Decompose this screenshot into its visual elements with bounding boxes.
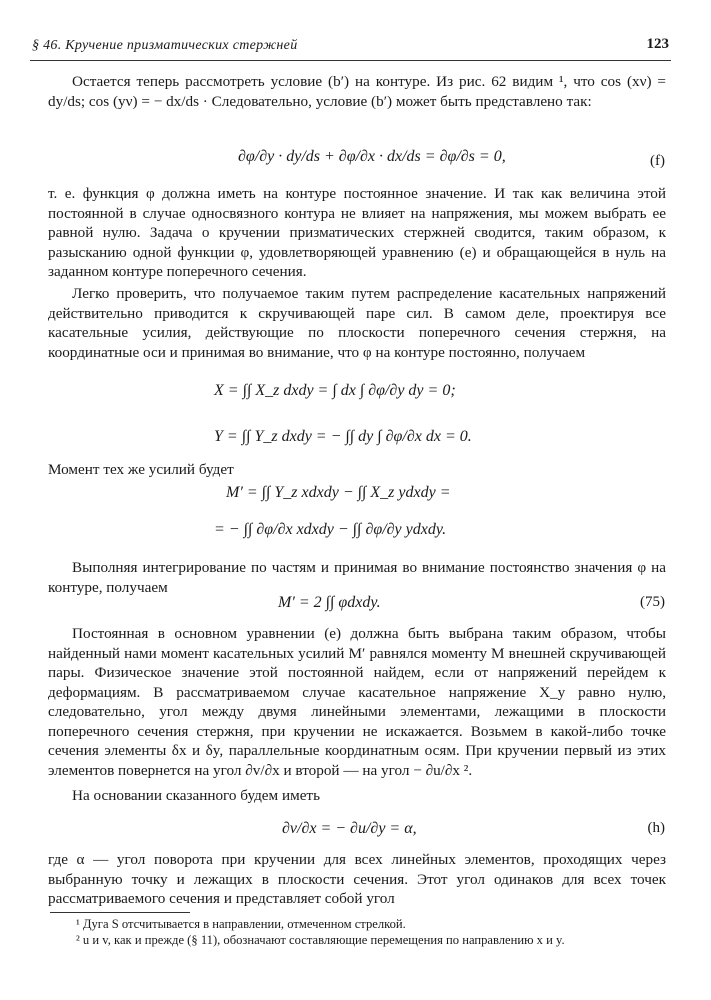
paragraph-5: Выполняя интегрирование по частям и принимая во внимание постоянство значения φ на контуре, получаем bbox=[48, 559, 666, 596]
equation-X: X = ∫∫ X_z dxdy = ∫ dx ∫ ∂φ/∂y dy = 0; bbox=[214, 382, 456, 399]
equation-75-label: (75) bbox=[640, 594, 665, 610]
footnote-rule bbox=[50, 912, 190, 913]
page-number: 123 bbox=[646, 36, 669, 52]
equation-M-line1: M′ = ∫∫ Y_z xdxdy − ∫∫ X_z ydxdy = bbox=[226, 484, 451, 501]
equation-h-label: (h) bbox=[647, 820, 665, 836]
equation-Y: Y = ∫∫ Y_z dxdy = − ∫∫ dy ∫ ∂φ/∂x dx = 0. bbox=[214, 428, 472, 445]
paragraph-7: На основании сказанного будем иметь bbox=[72, 787, 320, 804]
paragraph-6: Постоянная в основном уравнении (e) должна быть выбрана таким образом, чтобы найденный нами момент касательных усилий M′ равнялся моменту M внешней скручивающей пары. Физическое значение этой постоянной найдем, если от напряжений перейдем к деформациям. В рассматриваемом случае касательное напряжение X_y равно нулю, следовательно, угол между двумя линейными элементами, лежащими в плоскости поперечного сечения стержня, при кручении не искажается. Возьмем в какой-либо точке сечения элементы δx и δy, параллельные координатным осям. При кручении первый из этих элементов повернется на угол ∂v/∂x и второй — на угол − ∂u/∂x ². bbox=[48, 625, 666, 779]
paragraph-3: Легко проверить, что получаемое таким путем распределение касательных напряжений действительно приводится к скручивающей паре сил. В самом деле, проектируя все касательные усилия, действующие по плоскости поперечного сечения стержня, на координатные оси и принимая во внимание, что φ на контуре постоянно, получаем bbox=[48, 285, 666, 361]
footnote-1: ¹ Дуга S отсчитывается в направлении, отмеченном стрелкой. bbox=[76, 917, 406, 931]
paragraph-1: Остается теперь рассмотреть условие (b′) на контуре. Из рис. 62 видим ¹, что cos (xν) = dy/ds; cos (yν) = − dx/ds · Следовательно, условие (b′) может быть представлено так: bbox=[48, 73, 666, 110]
paragraph-2: т. е. функция φ должна иметь на контуре постоянное значение. И так как величина этой постоянной в случае односвязного контура не влияет на напряжения, мы можем выбрать ее равной нулю. Задача о кручении призматических стержней сводится, таким образом, к разысканию одной функции φ, удовлетворяющей уравнению (e) и обращающейся в нуль на заданном контуре поперечного сечения. bbox=[48, 185, 666, 280]
page-header bbox=[30, 34, 671, 61]
equation-f-label: (f) bbox=[650, 153, 665, 169]
section-title: § 46. Кручение призматических стержней bbox=[32, 38, 298, 53]
footnote-2: ² u и v, как и прежде (§ 11), обозначают составляющие перемещения по направлению x и y. bbox=[76, 933, 565, 947]
equation-f: ∂φ/∂y · dy/ds + ∂φ/∂x · dx/ds = ∂φ/∂s = 0, bbox=[238, 148, 506, 165]
equation-75: M′ = 2 ∫∫ φdxdy. bbox=[278, 594, 381, 611]
paragraph-4: Момент тех же усилий будет bbox=[48, 461, 234, 478]
equation-M-line2: = − ∫∫ ∂φ/∂x xdxdy − ∫∫ ∂φ/∂y ydxdy. bbox=[214, 521, 447, 538]
equation-h: ∂v/∂x = − ∂u/∂y = α, bbox=[282, 820, 417, 837]
paragraph-8: где α — угол поворота при кручении для всех линейных элементов, проходящих через выбранную точку и лежащих в плоскости сечения. Этот угол одинаков для всех точек рассматриваемого сечения и представляет собой угол bbox=[48, 851, 666, 907]
